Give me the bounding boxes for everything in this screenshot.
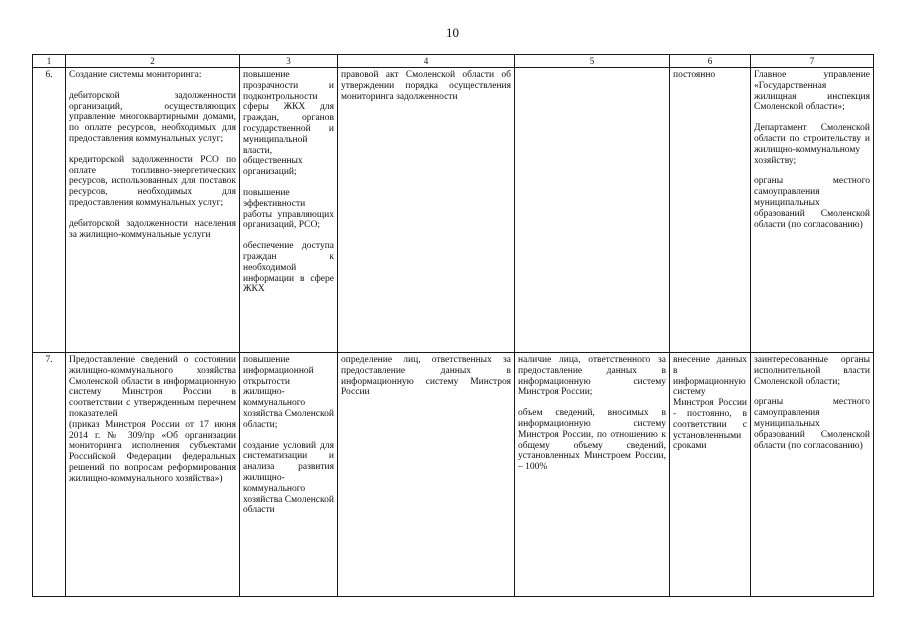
indicator-cell <box>515 68 670 353</box>
header-cell: 6 <box>670 55 751 68</box>
indicator-text: объем сведений, вносимых в информационную систему Минстроя России, по отношению к общему объему сведений, установленных Минстроем России, – 100% <box>518 408 666 473</box>
measure-text: (приказ Минстроя России от 17 июня 2014 г. № 309/пр «Об организации мониторинга исполнения субъектами Российской Федерации федеральных решений по вопросам реформирования жилищно-коммунального хозяйства») <box>69 419 236 484</box>
responsible-text: Главное управление «Государственная жилищная инспекция Смоленской области»; <box>754 70 870 113</box>
deadline-cell <box>670 353 751 597</box>
indicator-text: наличие лица, ответственного за предоставление данных в информационную систему Минстроя России; <box>518 355 666 398</box>
measure-text: Предоставление сведений о состоянии жилищно-коммунального хозяйства Смоленской области в информационную систему Минстроя России в соответствии с утвержденным перечнем показателей <box>69 355 236 419</box>
table-row <box>33 353 874 597</box>
result-text: определение лиц, ответственных за предоставление данных в информационную систему Минстроя России <box>341 355 511 398</box>
result-text: правовой акт Смоленской области об утверждении порядка осуществления мониторинга задолженности <box>341 70 511 102</box>
goal-text: повышение прозрачности и подконтрольности сферы ЖКХ для граждан, органов государственной и муниципальной власти, общественных организаций; <box>243 70 334 178</box>
header-cell: 5 <box>515 55 670 68</box>
measures-table <box>32 54 874 597</box>
header-cell: 7 <box>751 55 874 68</box>
header-row <box>33 55 874 68</box>
header-cell: 2 <box>66 55 240 68</box>
goal-text: повышение информационной открытости жилищно-коммунального хозяйства Смоленской области; <box>243 355 334 430</box>
deadline-cell <box>670 68 751 353</box>
responsible-text: органы местного самоуправления муниципальных образований Смоленской области (по согласованию) <box>754 397 870 451</box>
measure-cell <box>66 68 240 353</box>
deadline-text: внесение данных в информационную систему Минстроя России - постоянно, в соответствии с установленными сроками <box>673 355 747 452</box>
indicator-cell <box>515 353 670 597</box>
measure-text: дебиторской задолженности организаций, осуществляющих управление многоквартирными домами, по оплате ресурсов, необходимых для предоставления коммунальных услуг; <box>69 90 236 144</box>
measure-text: дебиторской задолженности населения за жилищно-коммунальные услуги <box>69 218 236 240</box>
result-cell <box>338 68 515 353</box>
responsible-cell <box>751 68 874 353</box>
goal-cell <box>240 68 338 353</box>
measure-cell <box>66 353 240 597</box>
responsible-cell <box>751 353 874 597</box>
header-cell: 4 <box>338 55 515 68</box>
goal-cell <box>240 353 338 597</box>
goal-text: создание условий для систематизации и анализа развития жилищно-коммунального хозяйства Смоленской области <box>243 440 334 516</box>
header-cell: 3 <box>240 55 338 68</box>
responsible-text: заинтересованные органы исполнительной власти Смоленской области; <box>754 355 870 387</box>
measure-text: кредиторской задолженности РСО по оплате топливно-энергетических ресурсов, использованных для поставок ресурсов, необходимых для предоставления коммунальных услуг; <box>69 154 236 208</box>
page-number: 10 <box>446 25 459 40</box>
responsible-text: Департамент Смоленской области по строительству и жилищно-коммунальному хозяйству; <box>754 123 870 166</box>
header-cell: 1 <box>33 55 66 68</box>
result-cell <box>338 353 515 597</box>
goal-text: обеспечение доступа граждан к необходимой информации в сфере ЖКХ <box>243 241 334 295</box>
row-number: 7. <box>33 353 66 597</box>
deadline-text: постоянно <box>673 70 716 80</box>
measure-text: Создание системы мониторинга: <box>69 70 202 80</box>
goal-text: повышение эффективности работы управляющих организаций, РСО; <box>243 187 334 231</box>
table-row <box>33 68 874 353</box>
responsible-text: органы местного самоуправления муниципальных образований Смоленской области (по согласованию) <box>754 176 870 230</box>
row-number: 6. <box>33 68 66 353</box>
